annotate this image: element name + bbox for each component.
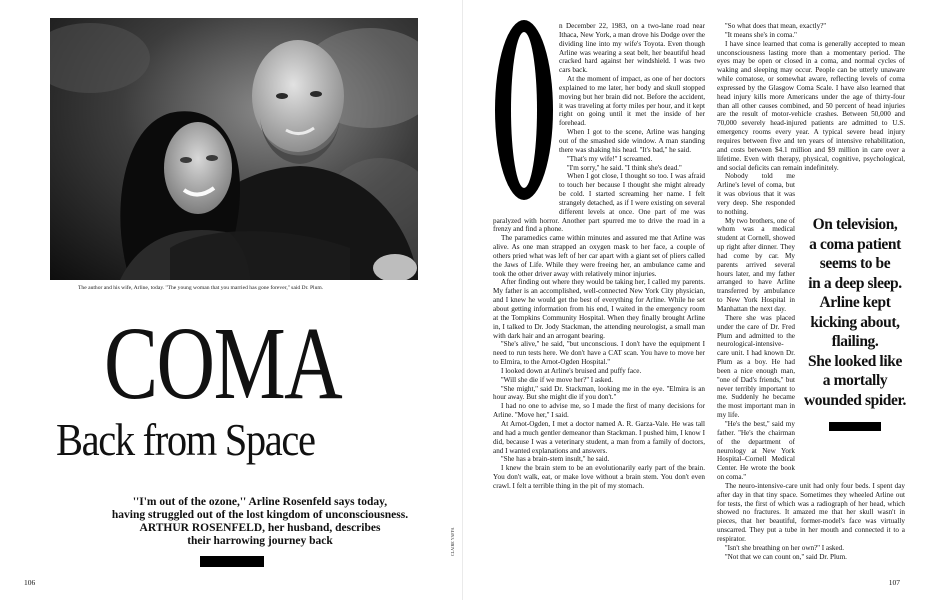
paragraph: n December 22, 1983, on a two-lane road near Ithaca, New York, a man drove his Dodge over the dividing line into my wife's Toyota. Even though Arline was wearing a seat belt, her beautiful head cracked hard against her windshield. I was two cars back. xyxy=(559,22,705,75)
paragraph: When I got close, I thought so too. I was afraid to touch her because I thought she might already be cold. I started screaming her name. I felt strangely detached, as if I were existing on several different levels at once. One part of me was paralyzed with horror. Another part spurred me to drive the road in a frenzy and find a phone. xyxy=(493,172,705,234)
deck-line: their harrowing journey back xyxy=(187,535,333,547)
pull-quote-line: a coma patient xyxy=(809,235,901,253)
deck-intro xyxy=(92,496,428,548)
paragraph: ''So what does that mean, exactly?'' xyxy=(725,22,826,30)
pull-quote-line: flailing. xyxy=(831,333,879,350)
pull-quote-line: She looked like xyxy=(808,352,902,370)
paragraph: ''Will she die if we move her?'' I asked. xyxy=(501,375,614,384)
paragraph: ''Not that we can count on,'' said Dr. Plum. xyxy=(725,552,847,561)
paragraph: ''She has a brain-stem insult,'' he said. xyxy=(501,455,610,464)
paragraph: When I got to the scene, Arline was hanging out of the smashed side window. A man standing there was shaking his head. ''It's bad,'' he said. xyxy=(559,128,705,154)
page-number-right: 107 xyxy=(888,578,900,587)
photo-image xyxy=(50,18,418,280)
paragraph: I looked down at Arline's bruised and puffy face. xyxy=(501,366,642,375)
pull-quote-line: Arline kept xyxy=(819,294,891,311)
decorative-bar xyxy=(829,422,881,431)
paragraph: ''She's alive,'' he said, ''but unconscious. I don't have the equipment I need to run tests here. We don't have a CAT scan. You have to move her to Elmira, to the Arnot-Ogden Hospital.'' xyxy=(493,340,705,367)
deck-line: ARTHUR ROSENFELD, her husband, describes xyxy=(139,522,381,534)
couple-photo xyxy=(50,18,418,280)
deck-line: having struggled out of the lost kingdom of unconsciousness. xyxy=(111,509,409,521)
paragraph: I knew the brain stem to be an evolutionarily early part of the brain. You don't walk, eat, or make love without a brain stem. You don't even crawl. I felt a terrible thing in the pit of my stomach. xyxy=(493,464,705,490)
paragraph: ''She might,'' said Dr. Stackman, looking me in the eye. ''Elmira is an hour away. But she might die if you don't.'' xyxy=(493,384,705,402)
paragraph: I had no one to advise me, so I made the first of many decisions for Arline. ''Move her,'' I said. xyxy=(493,402,705,420)
pull-quote xyxy=(800,215,910,410)
pull-quote-line: in a deep sleep. xyxy=(808,274,902,292)
paragraph: There she was placed under the care of Dr. Fred Plum and admitted to the neurological-intensive-care unit. I had known Dr. Plum as a boy. He had been a nice enough man, ''one of Dad's friends,'' but never terribly important to me. Suddenly he became the most important man in my life. xyxy=(717,313,795,420)
pull-quote-line: kicking about, xyxy=(810,313,900,331)
paragraph: The paramedics came within minutes and assured me that Arline was alive. As one man strapped an oxygen mask to her face, a couple of others pried what was left of her car apart with a giant set of pliers called the Jaws of Life. While they were freeing her, an ambulance came and took the other driver away with relatively minor injuries. xyxy=(493,234,705,278)
paragraph: I have since learned that coma is generally accepted to mean unconsciousness lasting more than a momentary period. The eyes may be open or closed in a coma, and normal cycles of waking and sleeping may occur. People can be utterly unaware while comatose, or somewhat aware, reflecting levels of coma expressed by the Glasgow Coma Scale. I have also learned that head injury kills more Americans under the age of thirty-four than all other causes combined, and 50 percent of head injuries are the result of motor-vehicle crashes. Between 50,000 and 70,000 severely head-injured patients are admitted to U.S. emergency rooms every year. A typical severe head injury requires between five and ten years of intensive rehabilitation, and costs between $4.1 million and $9 million in care over a lifetime. Even with therapy, physical, cognitive, psychological, and social deficits can remain indefinitely. xyxy=(717,39,905,172)
paragraph: Nobody told me Arline's level of coma, but it was obvious that it was very deep. She responded to nothing. xyxy=(717,172,795,216)
page-number-left: 106 xyxy=(24,578,36,587)
paragraph: My two brothers, one of whom was a medical student at Cornell, showed up right after dinner. They had come by car. My parents arrived several hours later, and my father arranged to have Arline transferred by ambulance to New York Hospital in Manhattan the next day. xyxy=(717,216,795,313)
paragraph: ''That's my wife!'' I screamed. xyxy=(567,154,653,163)
headline-main: COMA xyxy=(104,306,342,421)
paragraph: At Arnot-Ogden, I met a doctor named A. R. Garza-Vale. He was tall and had a much gentler demeanor than Stackman. I pushed him, I know I did, because I was a veterinary student, a man from a family of doctors, and I wanted explanations and answers. xyxy=(493,419,705,455)
paragraph: At the moment of impact, as one of her doctors explained to me later, her body and skull stopped moving but her brain did not. Before the accident, it was traveling at forty miles per hour, and it kept right on going until it met the inside of her forehead. xyxy=(559,75,705,128)
decorative-bar xyxy=(200,556,264,567)
pull-quote-line: seems to be xyxy=(819,255,891,272)
drop-cap-spacer xyxy=(493,22,559,208)
article-column-1 xyxy=(493,22,705,491)
paragraph: The neuro-intensive-care unit had only four beds. I spent day after day in that tiny space. Sometimes they wheeled Arline out for tests, the first of which was a radiograph of her head, which showed no fractures. It amazed me that her skull wasn't in pieces, that her beautiful, former-model's face was virtually unscarred. They put a tube in her mouth and connected it to a respirator. xyxy=(717,481,905,543)
pull-quote-line: On television, xyxy=(812,216,898,233)
photo-caption: The author and his wife, Arline, today. ''The young woman that you married has gone forever,'' said Dr. Plum. xyxy=(78,285,324,291)
paragraph: ''It means she's in coma.'' xyxy=(725,30,797,39)
paragraph: ''Isn't she breathing on her own?'' I asked. xyxy=(725,543,845,552)
deck-line: ''I'm out of the ozone,'' Arline Rosenfeld says today, xyxy=(132,496,388,508)
paragraph: ''I'm sorry,'' he said. ''I think she's dead.'' xyxy=(567,163,682,172)
headline-sub: Back from Space xyxy=(56,415,315,465)
paragraph: ''He's the best,'' said my father. ''He's the chairman of the department of neurology at New York Hospital–Cornell Medical Center. He wrote the book on coma.'' xyxy=(717,419,795,482)
pull-quote-line: a mortally xyxy=(822,372,888,389)
paragraph: After finding out where they would be taking her, I called my parents. My father is an accomplished, well-connected New York City physician, and I knew he would get the best of everything for Arline. While he set about getting information from his end, I waited in the emergency room at the Tompkins Community Hospital. When they finally brought Arline in, I talked to Dr. Jody Stackman, the attending neurologist, a small man with dark hair and an arrogant bearing. xyxy=(493,278,705,340)
photo-credit: CLAIRE YAFFA xyxy=(451,527,455,556)
pull-quote-line: wounded spider. xyxy=(804,391,906,409)
